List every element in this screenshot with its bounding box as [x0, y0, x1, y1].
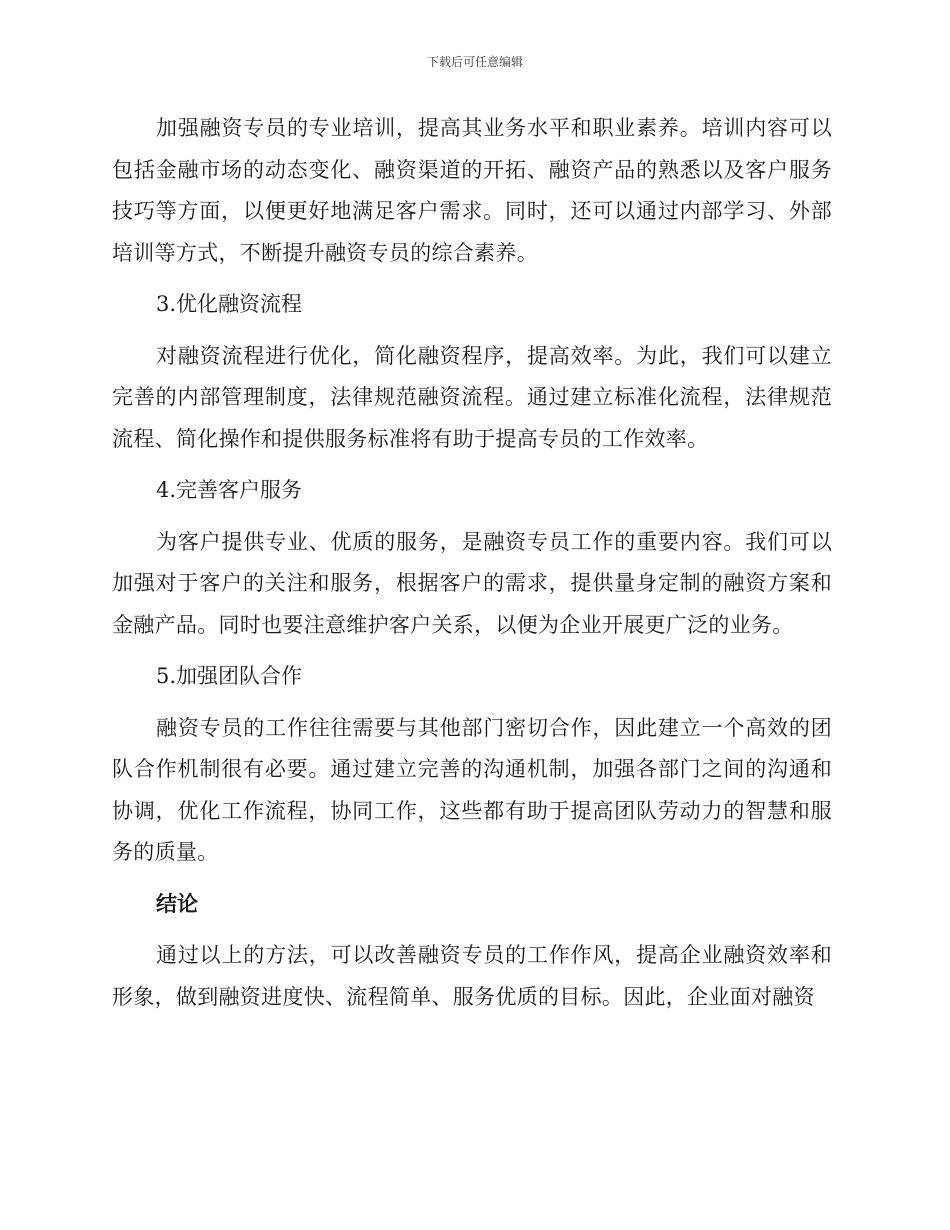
paragraph-training: 加强融资专员的专业培训，提高其业务水平和职业素养。培训内容可以包括金融市场的动态变化、融资渠道的开拓、融资产品的熟悉以及客户服务技巧等方面，以便更好地满足客户需求。同时，还可以通过内部学习、外部培训等方式，不断提升融资专员的综合素养。 [112, 116, 832, 265]
document-body [112, 108, 832, 1028]
paragraph-conclusion: 通过以上的方法，可以改善融资专员的工作作风，提高企业融资效率和形象，做到融资进度快、流程简单、服务优质的目标。因此，企业面对融资 [112, 943, 832, 1009]
section-heading-customer-service: 4.完善客户服务 [156, 478, 303, 502]
paragraph-process: 对融资流程进行优化，简化融资程序，提高效率。为此，我们可以建立完善的内部管理制度，法律规范融资流程。通过建立标准化流程，法律规范流程、简化操作和提供服务标准将有助于提高专员的工作效率。 [112, 343, 832, 451]
conclusion-heading: 结论 [156, 891, 198, 916]
paragraph-teamwork: 融资专员的工作往往需要与其他部门密切合作，因此建立一个高效的团队合作机制很有必要。通过建立完善的沟通机制，加强各部门之间的沟通和协调，优化工作流程，协同工作，这些都有助于提高团队劳动力的智慧和服务的质量。 [112, 715, 832, 864]
section-heading-teamwork: 5.加强团队合作 [156, 664, 303, 688]
section-heading-optimize-process: 3.优化融资流程 [156, 292, 303, 316]
paragraph-customer-service: 为客户提供专业、优质的服务，是融资专员工作的重要内容。我们可以加强对于客户的关注和服务，根据客户的需求，提供量身定制的融资方案和金融产品。同时也要注意维护客户关系，以便为企业开展更广泛的业务。 [112, 529, 832, 637]
page-header: 下载后可任意编辑 [426, 55, 523, 69]
